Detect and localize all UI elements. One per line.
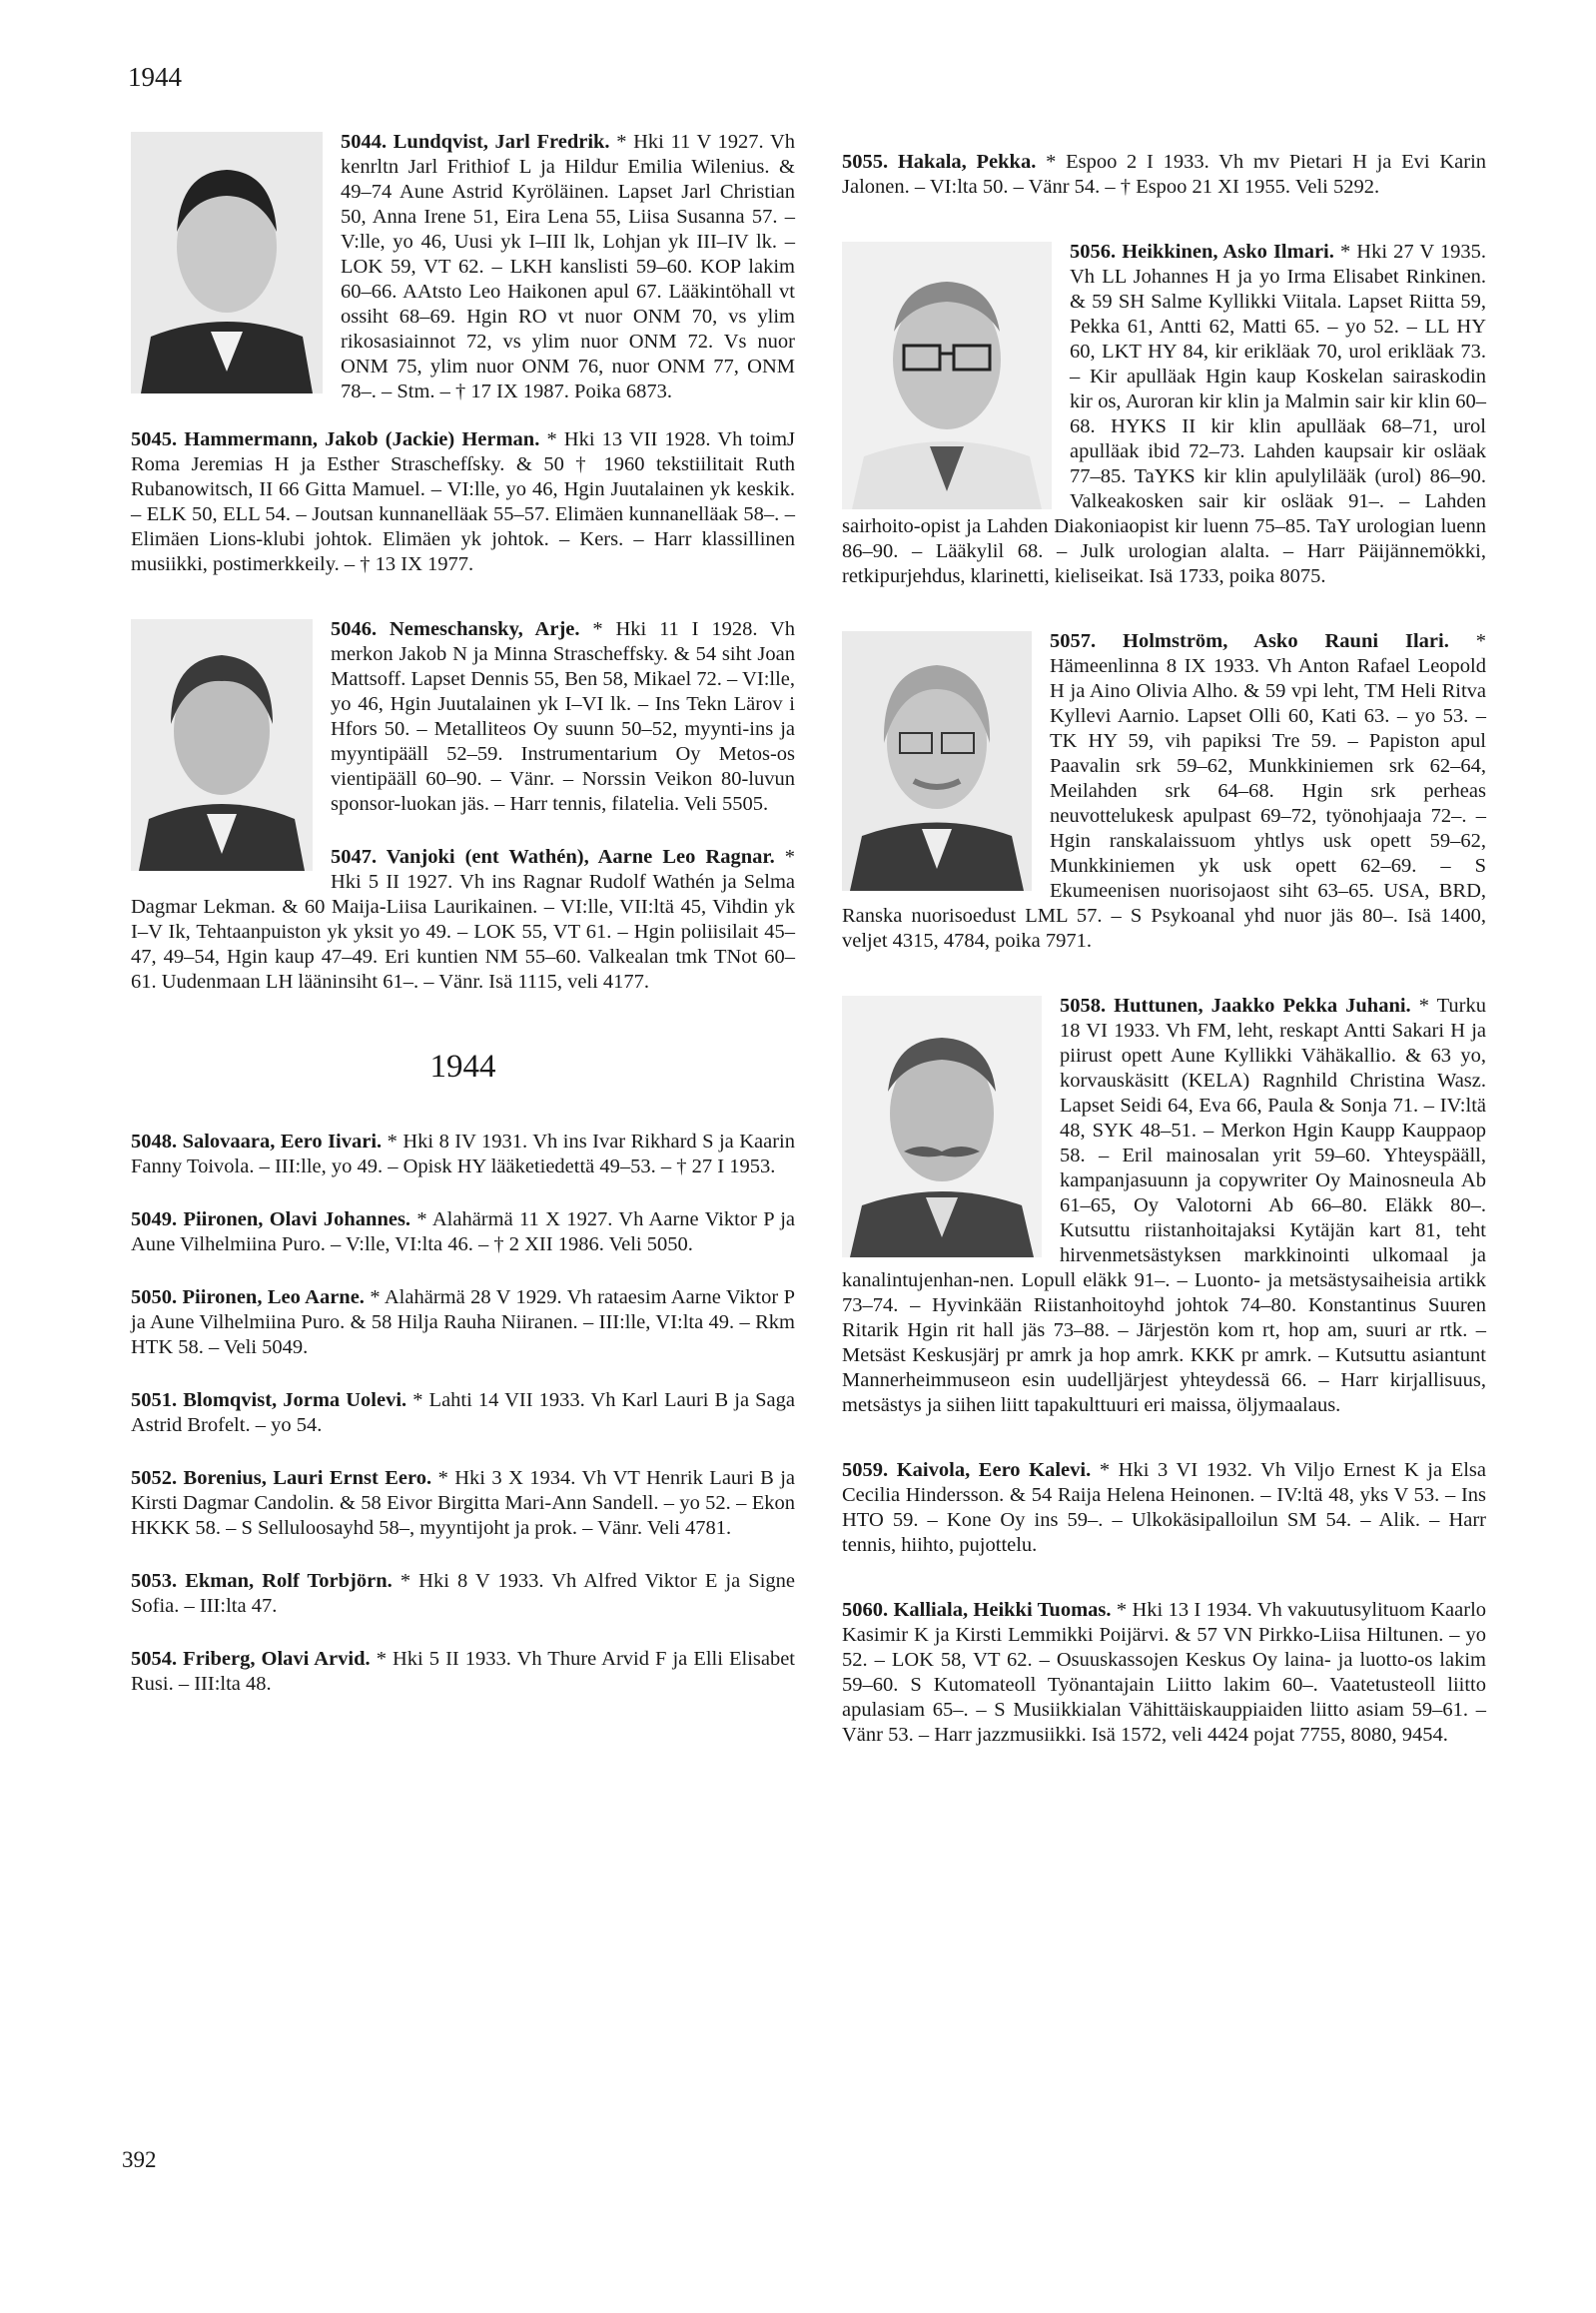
- entry-5051-title: 5051. Blomqvist, Jorma Uolevi.: [131, 1389, 407, 1411]
- entry-5058: [842, 994, 1486, 1418]
- entry-5051: [131, 1388, 795, 1438]
- entry-5044-title: 5044. Lundqvist, Jarl Fredrik.: [341, 131, 610, 153]
- right-column: [842, 150, 1486, 1748]
- entry-5057: [842, 629, 1486, 954]
- entry-5060-text: * Hki 13 I 1934. Vh vakuutusylituom Kaarlo Kasimir K ja Kirsti Lemmikki Poijärvi. & 57 VN Pirkko-Liisa Hiltunen. – yo 52. – LOK 58, VT 62. – Osuuskassojen Keskus Oy laina- ja luotto-os lakim 59–60. S Kutomateoll Työnantajain Liitto lakim 60–. Vaatetusteoll liitto apulasiam 65–. – S Musiikkialan Vähittäiskauppiaiden liitto asiam 59–61. – Vänr 53. – Harr jazzmusiikki. Isä 1572, veli 4424 pojat 7755, 8080, 9454.: [842, 1599, 1487, 1746]
- entry-5048-text: * Hki 8 IV 1931. Vh ins Ivar Rikhard S ja Kaarin Fanny Toivola. – III:lle, yo 49. – Opisk HY lääketiedettä 49–53. – † 27 I 1953.: [131, 1131, 796, 1177]
- entry-5052: [131, 1466, 795, 1541]
- entry-5057-title: 5057. Holmström, Asko Rauni Ilari.: [1050, 630, 1449, 652]
- entry-5053-text: * Hki 8 V 1933. Vh Alfred Viktor E ja Signe Sofia. – III:lta 47.: [131, 1570, 795, 1617]
- entry-5052-text: * Hki 3 X 1934. Vh VT Henrik Lauri B ja Kirsti Dagmar Candolin. & 58 Eivor Birgitta Mari-Ann Sandell. – yo 52. – Ekon HKKK 58. – S Selluloosayhd 58–, myyntijoht ja prok. – Vänr. Veli 4781.: [131, 1467, 795, 1539]
- entry-5047-text: * Hki 5 II 1927. Vh ins Ragnar Rudolf Wathén ja Selma Dagmar Lekman. & 60 Maija-Liisa Laurikainen. – VI:lle, VII:ltä 45, Vihdin yk I–V Ik, Tehtaanpuiston yk yksit yo 49. – LOK 55, VT 61. – Hgin poliisilait 45–47, 49–54, Hgin kaup 47–49. Eri kuntien NM 55–60. Valkealan tmk TNot 60–61. Uudenmaan LH lääninsiht 61–. – Vänr. Isä 1115, veli 4177.: [131, 846, 795, 993]
- entry-5046-title: 5046. Nemeschansky, Arje.: [331, 618, 580, 640]
- section-year-heading: 1944: [429, 1049, 496, 1085]
- entry-5056-text: * Hki 27 V 1935. Vh LL Johannes H ja yo Irma Elisabet Rinkinen. & 59 SH Salme Kyllikki Viitala. Lapset Riitta 59, Pekka 61, Antti 62, Matti 65. – yo 52. – LL HY 60, LKT HY 84, kir erikläak 70, urol erikläak 73. – Kir apulläak Hgin kaup Koskelan sairaskodin kir os, Auroran kir klin ja Malmin sair kir klin 60–68. HYKS II kir klin apulläak 68–71, urol apulläak ibid 72–73. Lahden kaupsair kir osläak 77–85. TaYKS kir klin apulylilääk (urol) 86–90. Valkeakosken sair kir osläak 91–. – Lahden sairhoito-opist ja Lahden Diakoniaopist kir luenn 75–85. TaY urologian luenn 86–90. – Lääkylil 68. – Julk urologian alalta. – Harr Päijännemökki, retkipurjehdus, klarinetti, kieliseikat. Isä 1733, poika 8075.: [842, 241, 1486, 587]
- page-header-year: 1944: [128, 62, 182, 92]
- entry-5045: [131, 427, 795, 577]
- entry-5046-text: * Hki 11 I 1928. Vh merkon Jakob N ja Minna Strascheffsky. & 54 siht Joan Mattsoff. Lapset Dennis 55, Ben 58, Mikael 72. – VI:lle, yo 46, Hgin Juutalainen yk I–VI lk. – Ins Tekn Lärov i Hfors 50. – Metalliteos Oy suunn 50–52, myynti-ins ja myyntipääll 52–59. Instrumentarium Oy Metos-os vientipääll 60–90. – Vänr. – Norssin Veikon 80-luvun sponsor-luokan jäs. – Harr tennis, filatelia. Veli 5505.: [331, 618, 796, 815]
- entry-5046: [131, 617, 795, 817]
- entry-5055-text: * Espoo 2 I 1933. Vh mv Pietari H ja Evi Karin Jalonen. – VI:lta 50. – Vänr 54. – † Espoo 21 XI 1955. Veli 5292.: [842, 151, 1487, 198]
- entry-5054-title: 5054. Friberg, Olavi Arvid.: [131, 1648, 371, 1670]
- entry-5058-text: * Turku 18 VI 1933. Vh FM, leht, reskapt Antti Sakari H ja piirust opett Aune Kyllikki Vähäkallio. & 63 yo, korvauskäsitt (KELA) Ragnhild Christina Wasz. Lapset Seidi 64, Eva 66, Paula & Sonja 71. – IV:ltä 48, SYK 48–51. – Merkon Hgin Kaupp Kauppaop 58. – Eril mainosalan yrit 59–60. Yhteyspääll, kampanjasuunn ja copywriter Oy Mainosneula Ab 61–65, Oy Valotorni Ab 66–80. Eläkk 80–. Kutsuttu riistanhoitajaksi Kytäjän kart 81, teht hirvenmetsästyksen markkinointi ulkomaal ja kanalintujenhan-nen. Lopull eläkk 91–. – Luonto- ja metsästysaiheisia artikk 73–74. – Hyvinkään Riistanhoitoyhd johtok 74–80. Konstantinus Suuren Ritarik Hgin rit hall jäs 73–88. – Järjestön kom rt, hop am, suuri ar rtk. – Metsäst Keskusjärj pr amrk ja hop amrk. KKK pr amrk. – Kutsuttu asiantunt Mannerheimmuseon esin uudelljärjest yhteydessä 66. – Harr kirjallisuus, metsästys ja siihen liitt tapakulttuuri eri maissa, öljymaalaus.: [842, 995, 1486, 1416]
- entry-5045-text: * Hki 13 VII 1928. Vh toimJ Roma Jeremias H ja Esther Straschefſsky. & 50 † 1960 tekstiilitait Ruth Rubanowitsch, II 66 Gitta Mamuel. – VI:lle, yo 46, Hgin Juutalainen yk keskik. – ELK 50, ELL 54. – Joutsan kunnanelläak 55–57. Elimäen kunnanelläak 58–. – Elimäen Lions-klubi johtok. Elimäen yk johtok. – Kers. – Harr klassillinen musiikki, postimerkkeily. – † 13 IX 1977.: [131, 428, 796, 575]
- entry-5056: [842, 240, 1486, 589]
- portrait-photo: [842, 631, 1032, 891]
- entry-5048-title: 5048. Salovaara, Eero Iivari.: [131, 1131, 383, 1153]
- entry-5049: [131, 1207, 795, 1257]
- entry-5050: [131, 1285, 795, 1360]
- entry-5060-title: 5060. Kalliala, Heikki Tuomas.: [842, 1599, 1112, 1621]
- entry-5044-text: * Hki 11 V 1927. Vh kenrltn Jarl Frithiof L ja Hildur Emilia Wilenius. & 49–74 Aune Astrid Kyröläinen. Lapset Jarl Christian 50, Anna Irene 51, Eira Lena 55, Liisa Susanna 57. – V:lle, yo 46, Uusi yk I–III lk, Lohjan yk III–IV lk. – LOK 59, VT 62. – LKH kanslisti 59–60. KOP lakim 60–66. AAtsto Leo Haikonen apul 67. Lääkintöhall vt ossiht 68–69. Hgin RO vt nuor ONM 70, vs ylim rikosasiainnot 72, vs ylim nuor ONM 72. Vs nuor ONM 75, ylim nuor ONM 76, nuor ONM 77, ONM 78–. – Stm. – † 17 IX 1987. Poika 6873.: [341, 131, 795, 402]
- entry-5050-text: * Alahärmä 28 V 1929. Vh rataesim Aarne Viktor P ja Aune Vilhelmiina Puro. & 58 Hilja Rauha Niiranen. – III:lle, VI:lta 49. – Rkm HTK 58. – Veli 5049.: [131, 1286, 795, 1358]
- entry-5052-title: 5052. Borenius, Lauri Ernst Eero.: [131, 1467, 432, 1489]
- entry-5055-title: 5055. Hakala, Pekka.: [842, 151, 1037, 173]
- entry-5045-title: 5045. Hammermann, Jakob (Jackie) Herman.: [131, 428, 540, 450]
- entry-5044: [131, 130, 795, 404]
- entry-5048: [131, 1130, 795, 1179]
- entry-5060: [842, 1598, 1486, 1748]
- portrait-photo: [131, 132, 323, 393]
- entry-5047-title: 5047. Vanjoki (ent Wathén), Aarne Leo Ragnar.: [331, 846, 775, 868]
- entry-5054-text: * Hki 5 II 1933. Vh Thure Arvid F ja Elli Elisabet Rusi. – III:lta 48.: [131, 1648, 796, 1695]
- portrait-photo: [842, 242, 1052, 509]
- entry-5055: [842, 150, 1486, 200]
- entry-5051-text: * Lahti 14 VII 1933. Vh Karl Lauri B ja Saga Astrid Brofelt. – yo 54.: [131, 1389, 795, 1436]
- entry-5059-text: * Hki 3 VI 1932. Vh Viljo Ernest K ja Elsa Cecilia Hindersson. & 54 Raija Helena Heinonen. – IV:ltä 48, yks V 53. – Ins HTO 59. – Kone Oy ins 59–. – Ulkokäsipalloilun SM 54. – Alik. – Harr tennis, hiihto, pujottelu.: [842, 1459, 1487, 1556]
- entry-5059-title: 5059. Kaivola, Eero Kalevi.: [842, 1459, 1092, 1481]
- portrait-photo: [842, 996, 1042, 1257]
- entry-5050-title: 5050. Piironen, Leo Aarne.: [131, 1286, 365, 1308]
- entry-5058-title: 5058. Huttunen, Jaakko Pekka Juhani.: [1060, 995, 1411, 1017]
- left-column: [131, 130, 795, 1697]
- entry-5059: [842, 1458, 1486, 1558]
- portrait-photo: [131, 619, 313, 871]
- entry-5057-text: * Hämeenlinna 8 IX 1933. Vh Anton Rafael Leopold H ja Aino Olivia Alho. & 59 vpi leht, TM Heli Ritva Kyllevi Aarnio. Lapset Olli 60, Kati 63. – yo 53. – TK HY 59, vih papiksi Tre 59. – Papiston apul Paavalin srk 59–62, Munkkiniemen srk 62–64, Meilahden srk 64–68. Hgin srk perheas neuvottelukesk apulpast 69–72, työnohjaaja 72–. – Hgin ranskalaissuom yhtlys usk opett 59–62, Munkkiniemen yk usk opett 62–69. – S Ekumeenisen nuorisojaost siht 63–65. USA, BRD, Ranska nuorisoedust LML 57. – S Psykoanal yhd nuor jäs 80–. Isä 1400, veljet 4315, 4784, poika 7971.: [842, 630, 1486, 952]
- entry-5049-text: * Alahärmä 11 X 1927. Vh Aarne Viktor P ja Aune Vilhelmiina Puro. – V:lle, VI:lta 46. – † 2 XII 1986. Veli 5050.: [131, 1208, 796, 1255]
- entry-5053-title: 5053. Ekman, Rolf Torbjörn.: [131, 1570, 393, 1592]
- entry-5053: [131, 1569, 795, 1619]
- entry-5054: [131, 1647, 795, 1697]
- entry-5056-title: 5056. Heikkinen, Asko Ilmari.: [1070, 241, 1334, 263]
- page-number: 392: [122, 2147, 157, 2172]
- entry-5049-title: 5049. Piironen, Olavi Johannes.: [131, 1208, 411, 1230]
